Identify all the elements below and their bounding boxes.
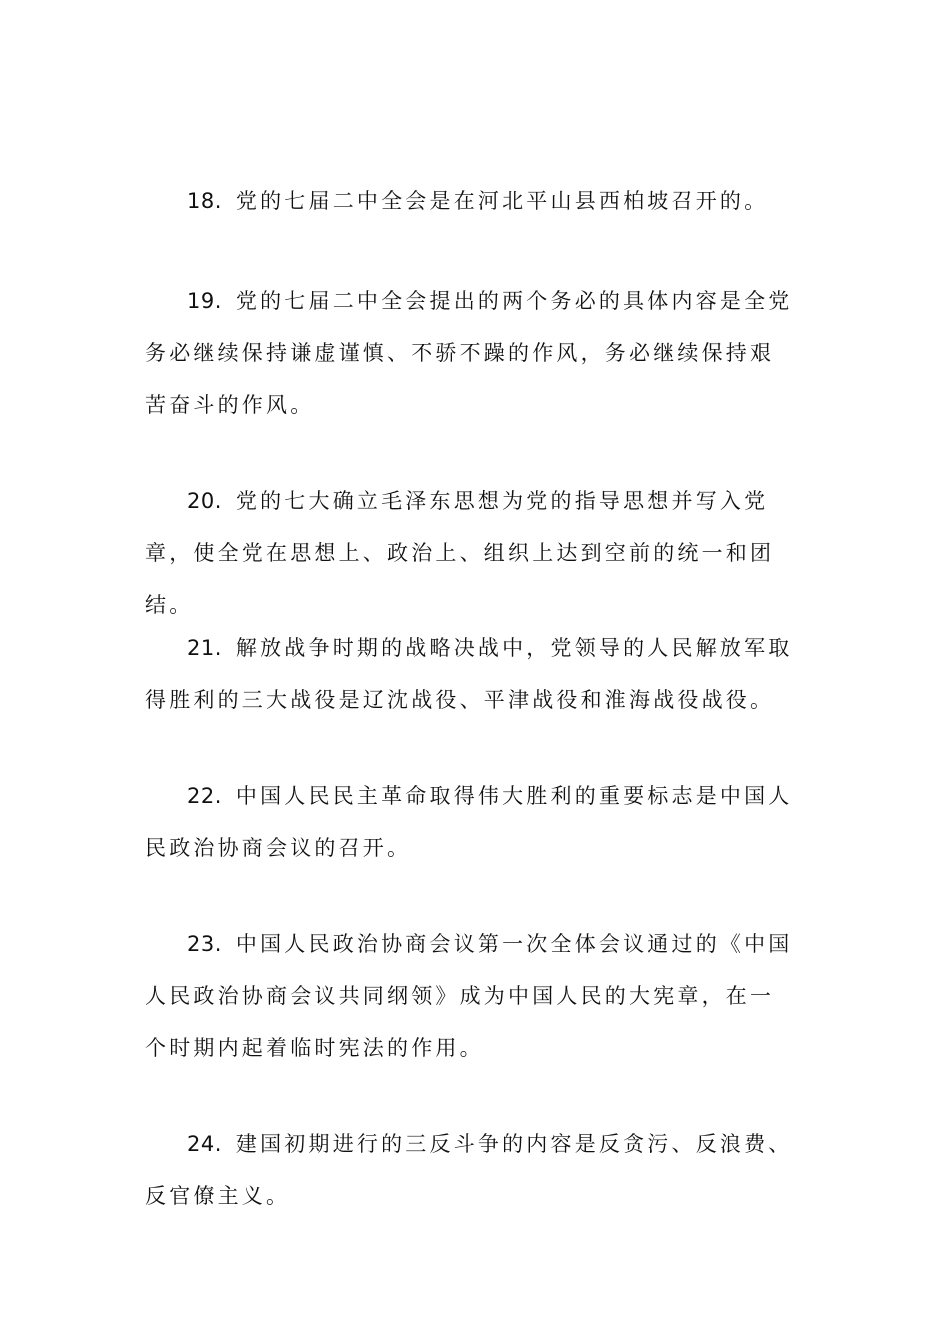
item-text: 中国人民民主革命取得伟大胜利的重要标志是中国人民政治协商会议的召开。 bbox=[145, 784, 793, 860]
item-number: 21. bbox=[187, 636, 222, 660]
list-item bbox=[145, 918, 795, 1074]
item-text: 建国初期进行的三反斗争的内容是反贪污、反浪费、反官僚主义。 bbox=[145, 1132, 793, 1208]
list-item bbox=[145, 1118, 795, 1222]
item-number: 24. bbox=[187, 1132, 222, 1156]
item-number: 23. bbox=[187, 932, 222, 956]
list-item bbox=[145, 475, 795, 631]
list-item bbox=[145, 175, 795, 227]
list-item bbox=[145, 770, 795, 874]
item-text: 中国人民政治协商会议第一次全体会议通过的《中国人民政治协商会议共同纲领》成为中国人民的大宪章，在一个时期内起着临时宪法的作用。 bbox=[145, 932, 793, 1060]
item-text: 党的七届二中全会是在河北平山县西柏坡召开的。 bbox=[235, 189, 769, 213]
item-number: 20. bbox=[187, 489, 222, 513]
item-number: 22. bbox=[187, 784, 222, 808]
list-item bbox=[145, 275, 795, 431]
item-text: 解放战争时期的战略决战中，党领导的人民解放军取得胜利的三大战役是辽沈战役、平津战役和淮海战役战役。 bbox=[145, 636, 793, 712]
item-text: 党的七大确立毛泽东思想为党的指导思想并写入党章，使全党在思想上、政治上、组织上达到空前的统一和团结。 bbox=[145, 489, 775, 617]
item-text: 党的七届二中全会提出的两个务必的具体内容是全党务必继续保持谦虚谨慎、不骄不躁的作风，务必继续保持艰苦奋斗的作风。 bbox=[145, 289, 793, 417]
list-item bbox=[145, 622, 795, 726]
item-number: 19. bbox=[187, 289, 222, 313]
item-number: 18. bbox=[187, 189, 222, 213]
